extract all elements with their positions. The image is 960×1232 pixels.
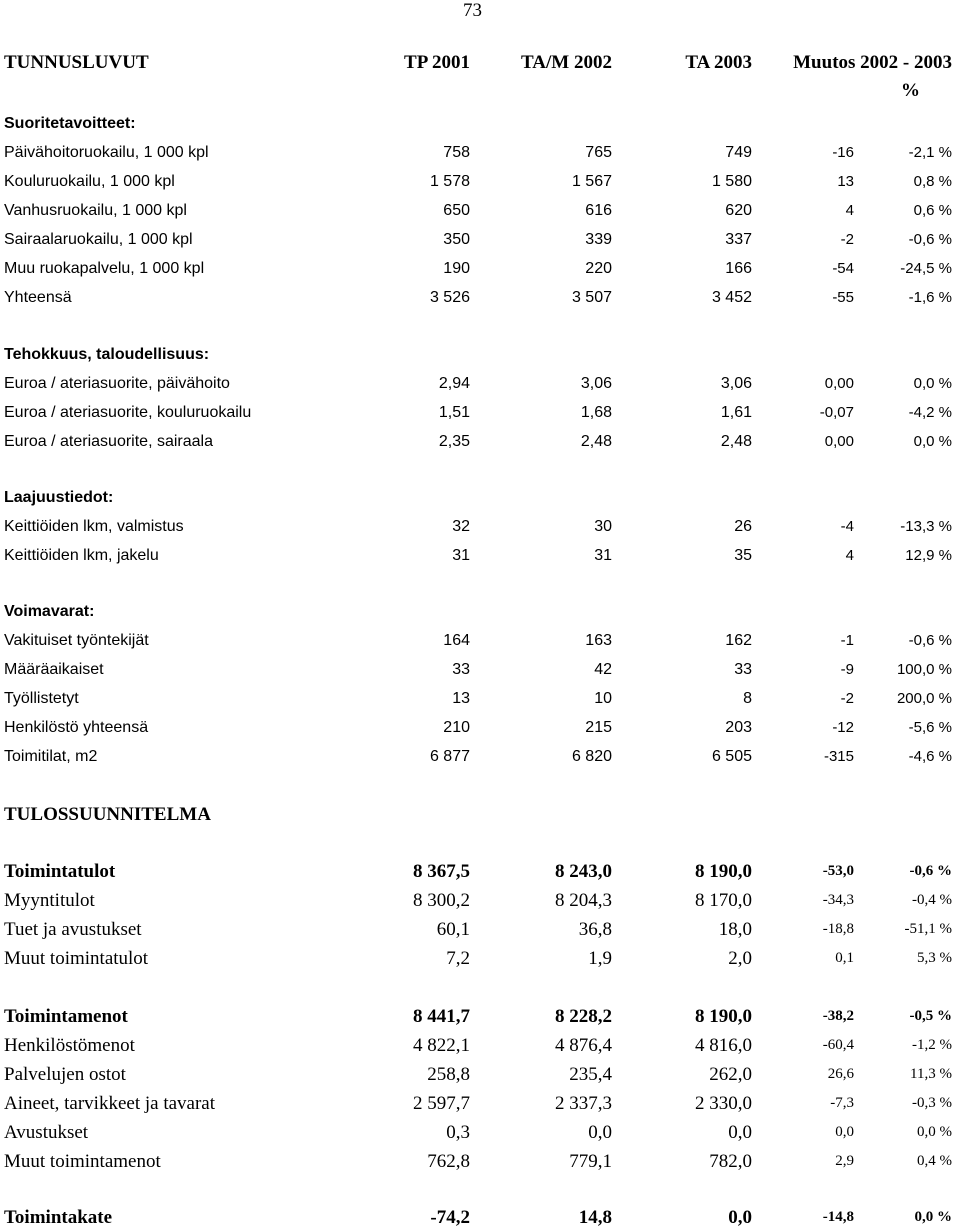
cell-ta-2003: 337 <box>725 231 752 248</box>
cell-muutos: 0,00 <box>824 375 854 392</box>
cell-ta-m-2002: 36,8 <box>578 919 612 940</box>
section-rows <box>0 138 960 312</box>
cell-ta-2003: 2,0 <box>728 948 752 969</box>
cell-percent: -51,1 % <box>904 921 952 937</box>
cell-ta-2003: 33 <box>734 661 752 678</box>
section-laajuustiedot <box>0 483 960 570</box>
page-title: TUNNUSLUVUT <box>4 52 149 73</box>
cell-percent: 0,8 % <box>913 173 952 190</box>
table-row <box>0 713 960 742</box>
cell-ta-m-2002: 765 <box>585 144 612 161</box>
cell-ta-m-2002: 8 228,2 <box>555 1006 612 1027</box>
cell-ta-2003: 1 580 <box>711 173 752 190</box>
cell-ta-2003: 782,0 <box>709 1151 752 1172</box>
cell-tp-2001: 33 <box>452 661 470 678</box>
cell-ta-2003: 0,0 <box>728 1122 752 1143</box>
cell-muutos: -53,0 <box>822 863 854 879</box>
cell-percent: 0,6 % <box>913 202 952 219</box>
section-toimintamenot <box>0 1002 960 1176</box>
cell-tp-2001: 190 <box>443 260 470 277</box>
cell-percent: -0,6 % <box>908 632 952 649</box>
table-row <box>0 857 960 886</box>
cell-muutos: 26,6 <box>827 1066 854 1082</box>
cell-ta-2003: 0,0 <box>728 1207 752 1228</box>
cell-ta-m-2002: 3,06 <box>580 375 612 392</box>
table-row <box>0 196 960 225</box>
cell-tp-2001: 13 <box>452 690 470 707</box>
row-label: Avustukset <box>4 1122 89 1143</box>
section-heading-row <box>0 597 960 626</box>
row-label: Päivähoitoruokailu, 1 000 kpl <box>4 144 209 161</box>
cell-percent: -5,6 % <box>908 719 952 736</box>
table-row <box>0 626 960 655</box>
cell-percent: -2,1 % <box>908 144 952 161</box>
cell-ta-m-2002: 2,48 <box>580 433 612 450</box>
table-row <box>0 1118 960 1147</box>
section-rows <box>0 626 960 771</box>
section-heading-row <box>0 109 960 138</box>
cell-ta-m-2002: 220 <box>585 260 612 277</box>
section-heading-row <box>0 800 960 829</box>
row-label: Yhteensä <box>4 289 72 306</box>
cell-muutos: -7,3 <box>830 1095 854 1111</box>
row-label: Keittiöiden lkm, valmistus <box>4 518 184 535</box>
table-row <box>0 1147 960 1176</box>
cell-percent: -4,2 % <box>908 404 952 421</box>
row-label: Vanhusruokailu, 1 000 kpl <box>4 202 187 219</box>
row-label: Euroa / ateriasuorite, päivähoito <box>4 375 230 392</box>
column-header-ta-m-2002: TA/M 2002 <box>521 52 612 73</box>
cell-percent: 0,0 % <box>917 1124 952 1140</box>
cell-ta-m-2002: 6 820 <box>571 748 612 765</box>
section-rows <box>0 512 960 570</box>
cell-ta-2003: 6 505 <box>711 748 752 765</box>
row-label: Tuet ja avustukset <box>4 919 142 940</box>
row-label: Kouluruokailu, 1 000 kpl <box>4 173 175 190</box>
cell-ta-2003: 203 <box>725 719 752 736</box>
cell-muutos: -315 <box>823 748 854 765</box>
cell-tp-2001: 2 597,7 <box>413 1093 470 1114</box>
cell-percent: -0,5 % <box>909 1008 952 1024</box>
cell-muutos: -38,2 <box>822 1008 854 1024</box>
section-heading-row <box>0 340 960 369</box>
cell-ta-m-2002: 8 243,0 <box>555 861 612 882</box>
cell-ta-2003: 3,06 <box>720 375 752 392</box>
row-label: Euroa / ateriasuorite, sairaala <box>4 433 213 450</box>
cell-percent: -0,6 % <box>909 863 952 879</box>
cell-ta-m-2002: 3 507 <box>571 289 612 306</box>
table-row <box>0 427 960 456</box>
cell-ta-m-2002: 4 876,4 <box>555 1035 612 1056</box>
table-header <box>0 52 960 112</box>
cell-tp-2001: 0,3 <box>446 1122 470 1143</box>
cell-ta-2003: 2,48 <box>720 433 752 450</box>
cell-percent: -1,6 % <box>908 289 952 306</box>
cell-percent: 11,3 % <box>910 1066 952 1082</box>
cell-muutos: -2 <box>840 690 854 707</box>
cell-ta-2003: 262,0 <box>709 1064 752 1085</box>
cell-tp-2001: 1,51 <box>438 404 470 421</box>
column-header-muutos: Muutos 2002 - 2003 <box>793 52 952 73</box>
section-toimintatulot <box>0 857 960 973</box>
section-voimavarat <box>0 597 960 771</box>
table-row <box>0 512 960 541</box>
row-label: Toimintamenot <box>4 1006 128 1027</box>
row-label: Muut toimintamenot <box>4 1151 161 1172</box>
cell-tp-2001: 4 822,1 <box>413 1035 470 1056</box>
row-label: Henkilöstömenot <box>4 1035 135 1056</box>
cell-ta-m-2002: 8 204,3 <box>555 890 612 911</box>
cell-tp-2001: 31 <box>452 547 470 564</box>
table-row <box>0 254 960 283</box>
cell-ta-2003: 8 170,0 <box>695 890 752 911</box>
cell-tp-2001: 6 877 <box>429 748 470 765</box>
table-row <box>0 944 960 973</box>
cell-muutos: -18,8 <box>822 921 854 937</box>
cell-ta-2003: 8 <box>743 690 752 707</box>
cell-ta-m-2002: 0,0 <box>588 1122 612 1143</box>
table-row <box>0 1089 960 1118</box>
row-label: Muu ruokapalvelu, 1 000 kpl <box>4 260 205 277</box>
cell-tp-2001: 2,35 <box>438 433 470 450</box>
cell-tp-2001: -74,2 <box>430 1207 470 1228</box>
row-label: Euroa / ateriasuorite, kouluruokailu <box>4 404 252 421</box>
cell-muutos: 4 <box>845 547 854 564</box>
cell-muutos: 0,1 <box>835 950 854 966</box>
cell-muutos: -12 <box>832 719 854 736</box>
cell-muutos: -16 <box>832 144 854 161</box>
table-row <box>0 1060 960 1089</box>
cell-ta-m-2002: 163 <box>585 632 612 649</box>
cell-ta-2003: 162 <box>725 632 752 649</box>
cell-muutos: 0,00 <box>824 433 854 450</box>
cell-muutos: -4 <box>840 518 854 535</box>
section-heading: Laajuustiedot: <box>4 489 114 506</box>
cell-muutos: 4 <box>845 202 854 219</box>
cell-ta-2003: 35 <box>734 547 752 564</box>
cell-percent: -0,3 % <box>912 1095 952 1111</box>
section-tehokkuus <box>0 340 960 456</box>
row-label: Työllistetyt <box>4 690 79 707</box>
cell-percent: -13,3 % <box>900 518 952 535</box>
column-header-tp-2001: TP 2001 <box>404 52 470 73</box>
table-row <box>0 167 960 196</box>
cell-muutos: -0,07 <box>819 404 854 421</box>
table-row <box>0 1002 960 1031</box>
cell-ta-2003: 18,0 <box>718 919 752 940</box>
table-row <box>0 369 960 398</box>
cell-ta-2003: 749 <box>725 144 752 161</box>
cell-tp-2001: 8 441,7 <box>413 1006 470 1027</box>
cell-muutos: -14,8 <box>822 1209 854 1225</box>
section-heading: TULOSSUUNNITELMA <box>4 804 211 825</box>
table-row <box>0 283 960 312</box>
cell-ta-m-2002: 42 <box>594 661 612 678</box>
cell-tp-2001: 258,8 <box>427 1064 470 1085</box>
cell-ta-m-2002: 30 <box>594 518 612 535</box>
cell-muutos: 0,0 <box>835 1124 854 1140</box>
cell-tp-2001: 762,8 <box>427 1151 470 1172</box>
cell-ta-m-2002: 31 <box>594 547 612 564</box>
section-tulossuunnitelma <box>0 800 960 829</box>
table-row <box>0 1203 960 1232</box>
cell-muutos: -60,4 <box>822 1037 854 1053</box>
cell-percent: -0,6 % <box>908 231 952 248</box>
section-rows <box>0 369 960 456</box>
cell-tp-2001: 32 <box>452 518 470 535</box>
cell-tp-2001: 2,94 <box>438 375 470 392</box>
row-label: Henkilöstö yhteensä <box>4 719 149 736</box>
cell-ta-2003: 2 330,0 <box>695 1093 752 1114</box>
cell-ta-2003: 166 <box>725 260 752 277</box>
cell-tp-2001: 8 367,5 <box>413 861 470 882</box>
cell-tp-2001: 164 <box>443 632 470 649</box>
cell-ta-2003: 1,61 <box>720 404 752 421</box>
section-heading: Suoritetavoitteet: <box>4 115 136 132</box>
cell-muutos: -9 <box>840 661 854 678</box>
cell-muutos: 13 <box>837 173 854 190</box>
cell-ta-2003: 26 <box>734 518 752 535</box>
cell-percent: 0,0 % <box>914 1209 952 1225</box>
cell-ta-2003: 8 190,0 <box>695 1006 752 1027</box>
table-row <box>0 1031 960 1060</box>
cell-percent: 200,0 % <box>896 690 952 707</box>
cell-ta-2003: 8 190,0 <box>695 861 752 882</box>
cell-ta-m-2002: 2 337,3 <box>555 1093 612 1114</box>
cell-ta-m-2002: 1,68 <box>580 404 612 421</box>
section-heading: Voimavarat: <box>4 603 95 620</box>
row-label: Toimintatulot <box>4 861 116 882</box>
table-row <box>0 225 960 254</box>
cell-tp-2001: 8 300,2 <box>413 890 470 911</box>
row-label: Toimintakate <box>4 1207 113 1228</box>
section-suoritetavoitteet <box>0 109 960 312</box>
cell-ta-m-2002: 1,9 <box>588 948 612 969</box>
section-rows <box>0 857 960 973</box>
row-label: Sairaalaruokailu, 1 000 kpl <box>4 231 193 248</box>
table-row <box>0 541 960 570</box>
cell-ta-m-2002: 14,8 <box>578 1207 612 1228</box>
row-label: Vakituiset työntekijät <box>4 632 149 649</box>
row-label: Toimitilat, m2 <box>4 748 98 765</box>
cell-ta-m-2002: 10 <box>594 690 612 707</box>
column-header-ta-2003: TA 2003 <box>685 52 752 73</box>
table-row <box>0 915 960 944</box>
row-label: Palvelujen ostot <box>4 1064 126 1085</box>
table-row <box>0 886 960 915</box>
cell-muutos: -2 <box>840 231 854 248</box>
cell-ta-2003: 4 816,0 <box>695 1035 752 1056</box>
cell-ta-2003: 620 <box>725 202 752 219</box>
cell-percent: 5,3 % <box>917 950 952 966</box>
section-toimintakate <box>0 1203 960 1232</box>
table-row <box>0 138 960 167</box>
cell-percent: -0,4 % <box>912 892 952 908</box>
cell-tp-2001: 758 <box>443 144 470 161</box>
cell-ta-m-2002: 1 567 <box>571 173 612 190</box>
cell-percent: 12,9 % <box>905 547 952 564</box>
cell-muutos: -55 <box>832 289 854 306</box>
cell-tp-2001: 1 578 <box>429 173 470 190</box>
cell-tp-2001: 350 <box>443 231 470 248</box>
cell-ta-m-2002: 616 <box>585 202 612 219</box>
table-row <box>0 742 960 771</box>
cell-percent: 0,0 % <box>913 433 952 450</box>
section-rows <box>0 1002 960 1176</box>
cell-percent: 0,0 % <box>913 375 952 392</box>
row-label: Myyntitulot <box>4 890 95 911</box>
row-label: Keittiöiden lkm, jakelu <box>4 547 159 564</box>
cell-tp-2001: 650 <box>443 202 470 219</box>
section-heading: Tehokkuus, taloudellisuus: <box>4 346 210 363</box>
cell-ta-m-2002: 235,4 <box>569 1064 612 1085</box>
cell-tp-2001: 3 526 <box>429 289 470 306</box>
cell-muutos: -1 <box>840 632 854 649</box>
row-label: Muut toimintatulot <box>4 948 149 969</box>
cell-tp-2001: 7,2 <box>446 948 470 969</box>
cell-ta-m-2002: 339 <box>585 231 612 248</box>
cell-muutos: -54 <box>832 260 854 277</box>
cell-ta-m-2002: 215 <box>585 719 612 736</box>
page-number: 73 <box>463 0 482 21</box>
column-header-percent: % <box>901 80 920 101</box>
cell-tp-2001: 210 <box>443 719 470 736</box>
cell-muutos: 2,9 <box>835 1153 854 1169</box>
cell-muutos: -34,3 <box>822 892 854 908</box>
cell-percent: -1,2 % <box>912 1037 952 1053</box>
cell-ta-2003: 3 452 <box>711 289 752 306</box>
cell-percent: 100,0 % <box>896 661 952 678</box>
row-label: Määräaikaiset <box>4 661 104 678</box>
cell-percent: -4,6 % <box>908 748 952 765</box>
cell-ta-m-2002: 779,1 <box>569 1151 612 1172</box>
table-row <box>0 398 960 427</box>
table-row <box>0 655 960 684</box>
cell-tp-2001: 60,1 <box>436 919 470 940</box>
cell-percent: 0,4 % <box>917 1153 952 1169</box>
section-heading-row <box>0 483 960 512</box>
row-label: Aineet, tarvikkeet ja tavarat <box>4 1093 216 1114</box>
cell-percent: -24,5 % <box>900 260 952 277</box>
table-row <box>0 684 960 713</box>
